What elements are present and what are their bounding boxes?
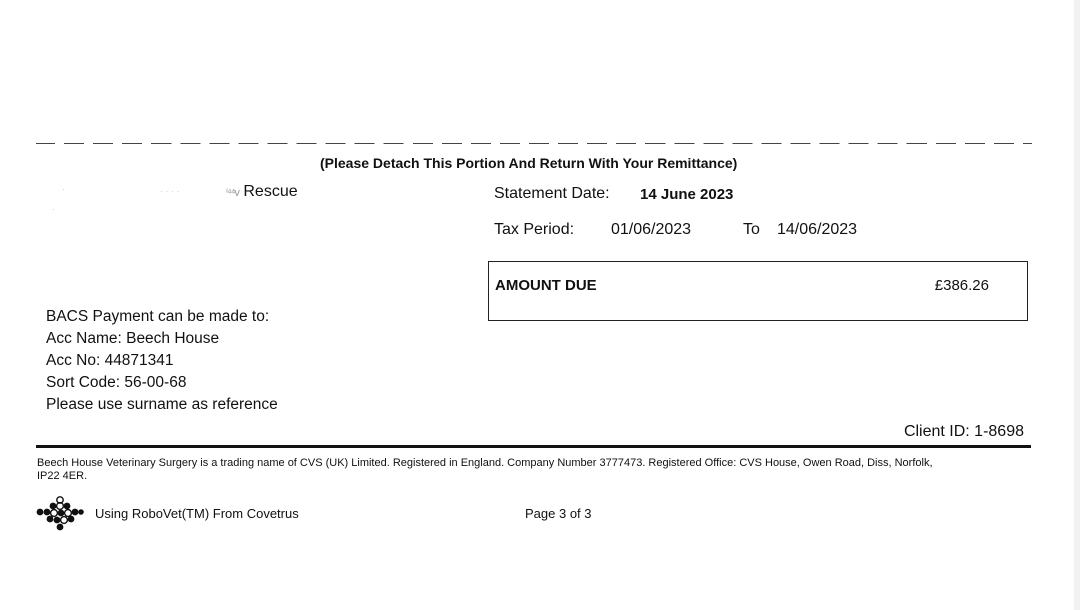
amount-due-box (488, 261, 1028, 321)
detach-notice: (Please Detach This Portion And Return With Your Remittance) (320, 155, 738, 171)
bacs-line: Acc No: 44871341 (46, 352, 174, 369)
bacs-line: Sort Code: 56-00-68 (46, 374, 187, 391)
software-credit: Using RoboVet(TM) From Covetrus (95, 506, 299, 521)
amount-due-value: £386.26 (934, 277, 989, 294)
bacs-line: Please use surname as reference (46, 396, 278, 413)
footer-rule (36, 445, 1031, 448)
redaction-smudge: · (52, 204, 55, 214)
tax-period-label: Tax Period: (494, 221, 575, 238)
page-edge (1074, 0, 1080, 610)
detach-dashed-line (36, 143, 1032, 144)
client-id: Client ID: 1-8698 (903, 423, 1024, 440)
amount-due-label: AMOUNT DUE (495, 277, 597, 294)
client-name-partial: ⁱ⁴⁴v (226, 187, 239, 199)
statement-date-label: Statement Date: (494, 185, 610, 202)
bacs-line: BACS Payment can be made to: (46, 308, 270, 325)
page-number: Page 3 of 3 (525, 506, 592, 521)
redaction-smudge: · (62, 184, 65, 194)
covetrus-logo-icon (36, 496, 84, 532)
bacs-line: Acc Name: Beech House (46, 330, 220, 347)
legal-footer-text: Beech House Veterinary Surgery is a trading name of CVS (UK) Limited. Registered in England. Company Number 3777473. Registered Office: CVS House, Owen Road, Diss, Norfolk, IP22 4ER. (37, 457, 933, 482)
tax-period-to: 14/06/2023 (777, 221, 858, 238)
tax-period-to-label: To (743, 221, 760, 238)
client-name (226, 183, 298, 201)
statement-date: 14 June 2023 (640, 186, 734, 203)
bacs-payment-details (46, 306, 278, 416)
redaction-smudge: · · · · (160, 186, 180, 196)
client-name-visible: Rescue (243, 183, 298, 200)
tax-period-from: 01/06/2023 (611, 221, 692, 238)
